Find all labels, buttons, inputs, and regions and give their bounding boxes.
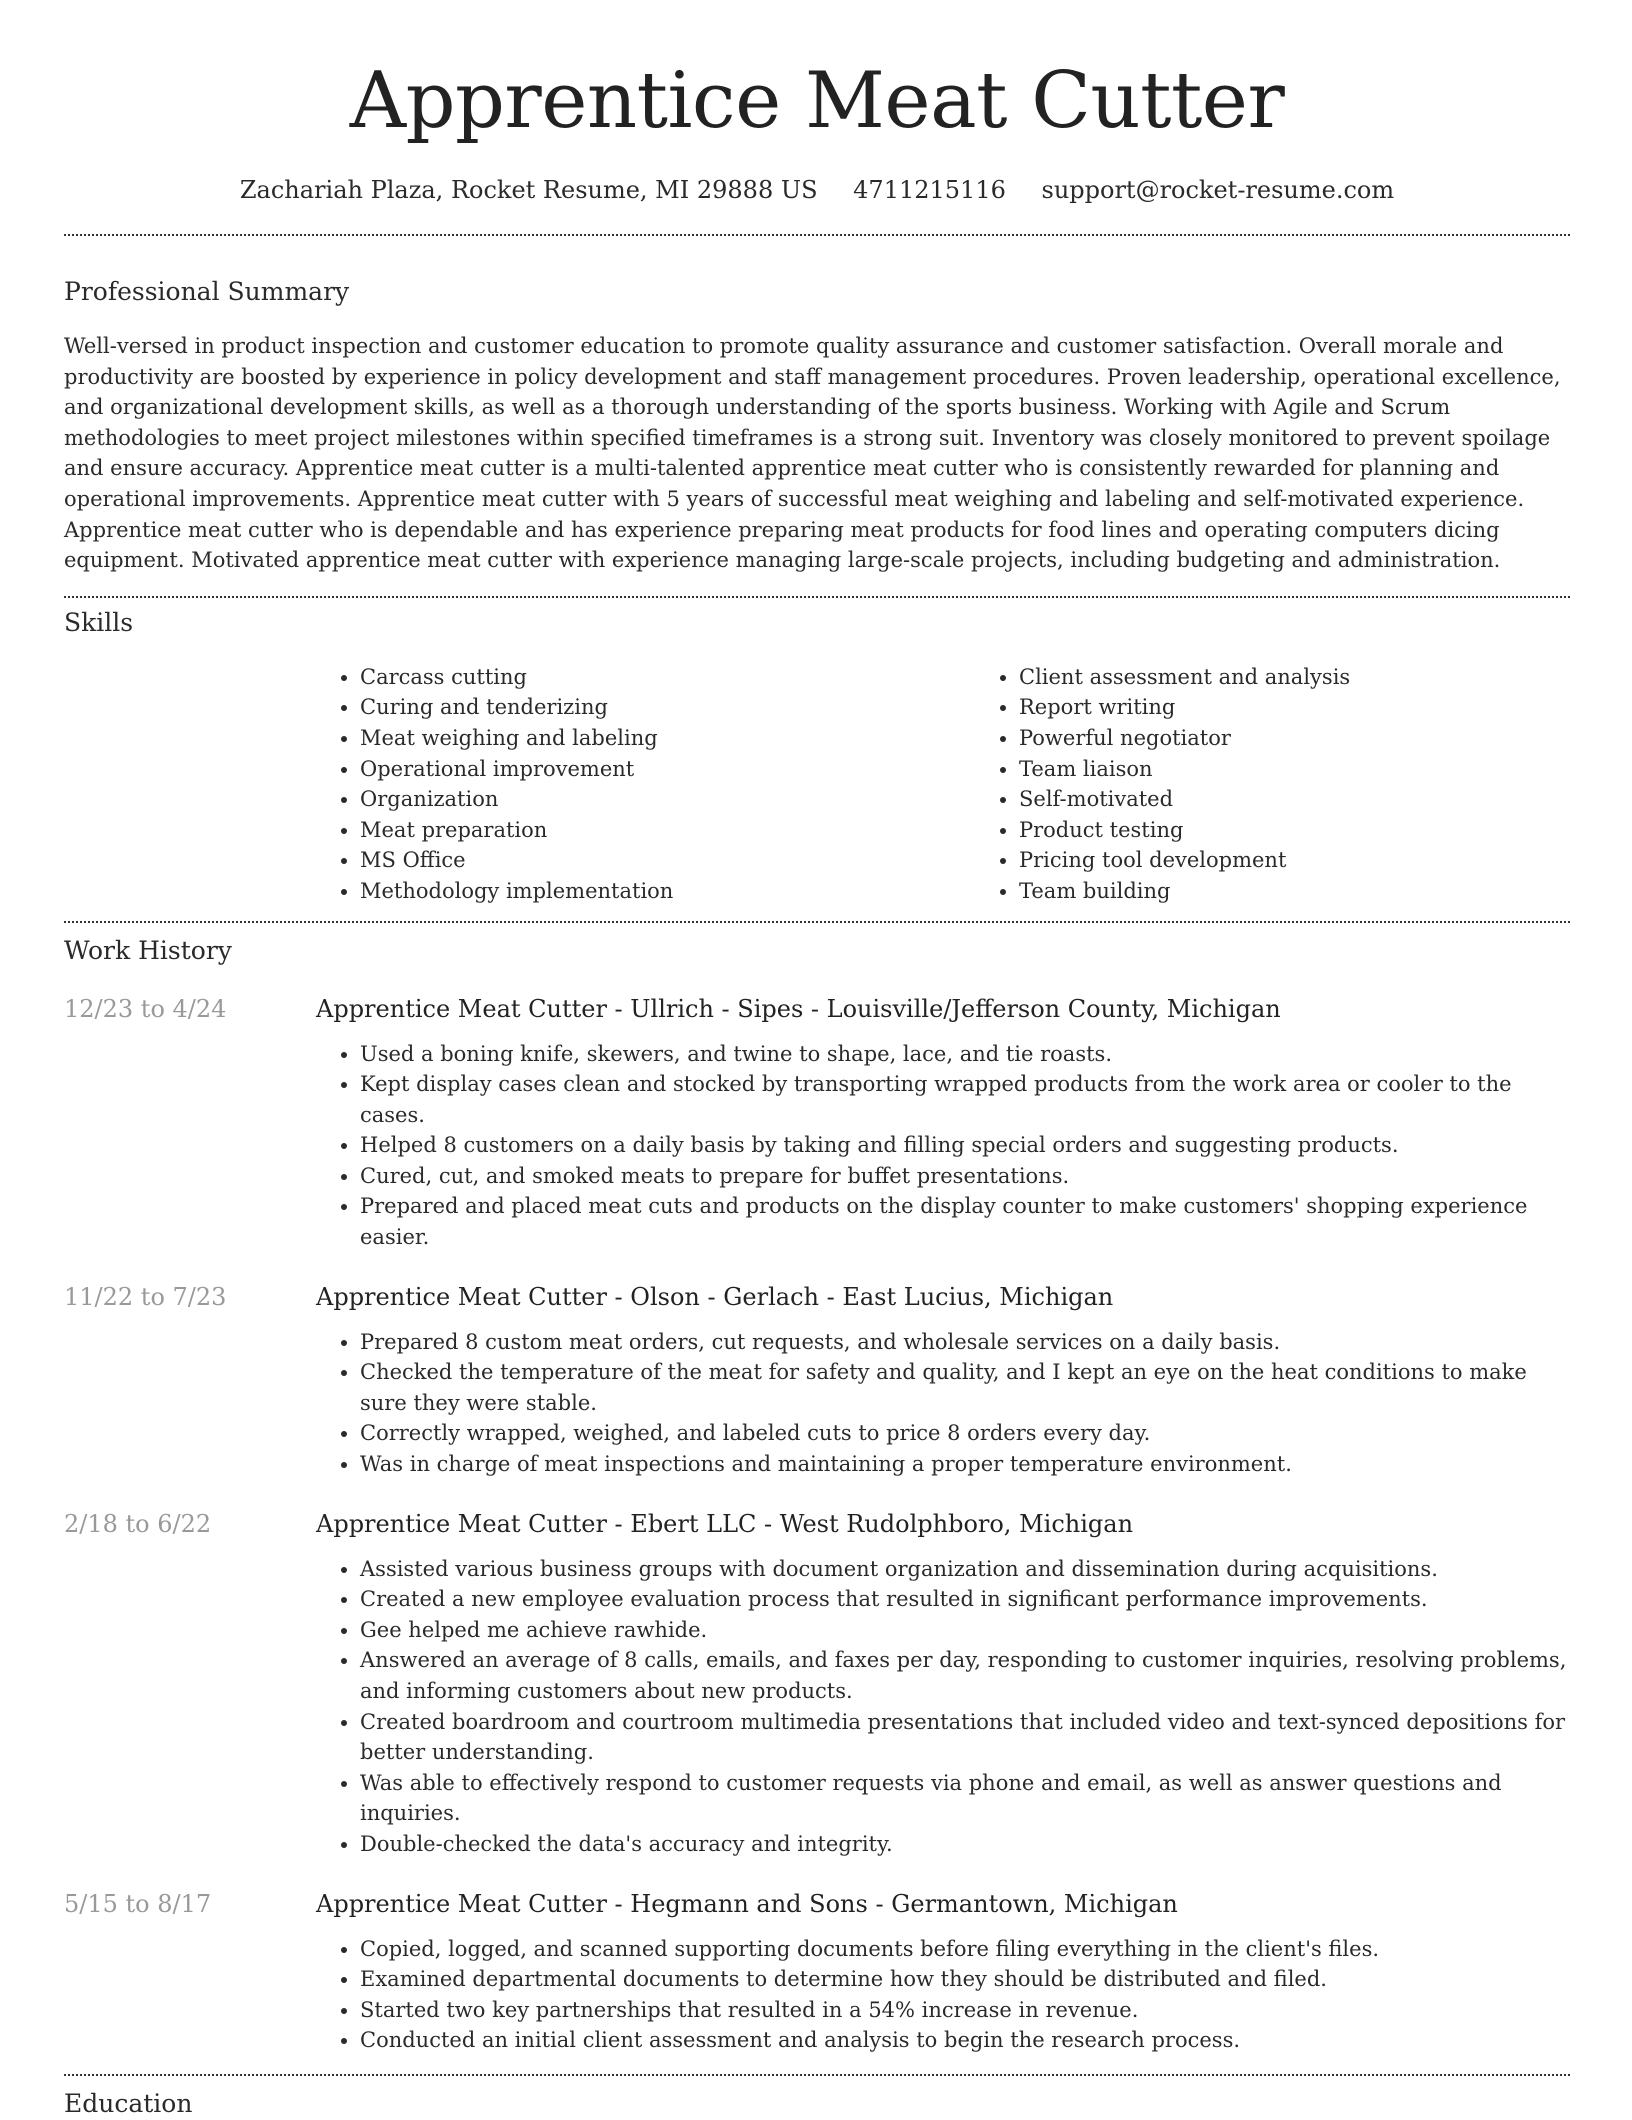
- job-bullet: • Checked the temperature of the meat for safety and quality, and I kept an eye on the heat conditions to make sure they were stable.: [360, 1357, 1570, 1418]
- resume-title: Apprentice Meat Cutter: [349, 56, 1285, 146]
- skill-item: • Team building: [1019, 876, 1632, 907]
- job-bullet: • Examined departmental documents to determine how they should be distributed and filed.: [360, 1964, 1570, 1995]
- job-bullet: • Conducted an initial client assessment and analysis to begin the research process.: [360, 2025, 1570, 2056]
- job-bullets: [316, 1039, 1570, 1253]
- job-title: Apprentice Meat Cutter - Ullrich - Sipes - Louisville/Jefferson County, Michigan: [316, 994, 1281, 1023]
- work-history-heading: Work History: [64, 935, 232, 965]
- job-bullet: • Helped 8 customers on a daily basis by taking and filling special orders and suggesting products.: [360, 1130, 1570, 1161]
- job-bullets: [316, 1327, 1570, 1480]
- job-entry: [64, 993, 1570, 1253]
- job-bullet: • Was in charge of meat inspections and maintaining a proper temperature environment.: [360, 1449, 1570, 1480]
- job-bullet: • Created a new employee evaluation process that resulted in significant performance improvements.: [360, 1584, 1570, 1615]
- resume-page: [64, 0, 1570, 2120]
- skill-item: • Carcass cutting: [360, 662, 975, 693]
- skill-item: • Methodology implementation: [360, 876, 975, 907]
- skill-item: • Curing and tenderizing: [360, 692, 975, 723]
- summary-text: Well-versed in product inspection and customer education to promote quality assurance and customer satisfaction. Overall morale and productivity are boosted by experience in policy development and staff management procedures. Proven leadership, operational excellence, and organizational development skills, as well as a thorough understanding of the sports business. Working with Agile and Scrum methodologies to meet project milestones within specified timeframes is a strong suit. Inventory was closely monitored to prevent spoilage and ensure accuracy. Apprentice meat cutter is a multi-talented apprentice meat cutter who is consistently rewarded for planning and operational improvements. Apprentice meat cutter with 5 years of successful meat weighing and labeling and self-motivated experience. Apprentice meat cutter who is dependable and has experience preparing meat products for food lines and operating computers dicing equipment. Motivated apprentice meat cutter with experience managing large-scale projects, including budgeting and administration.: [64, 334, 1561, 573]
- job-bullets: [316, 1554, 1570, 1860]
- job-title: Apprentice Meat Cutter - Olson - Gerlach - East Lucius, Michigan: [316, 1282, 1114, 1311]
- job-bullet: • Assisted various business groups with document organization and dissemination during acquisitions.: [360, 1554, 1570, 1585]
- job-title: Apprentice Meat Cutter - Hegmann and Sons - Germantown, Michigan: [316, 1889, 1178, 1918]
- job-dates: 12/23 to 4/24: [64, 994, 227, 1023]
- skill-item: • Meat preparation: [360, 815, 975, 846]
- skill-item: • Self-motivated: [1019, 784, 1632, 815]
- job-bullet: • Cured, cut, and smoked meats to prepare for buffet presentations.: [360, 1161, 1570, 1192]
- skills-list-left: [316, 662, 975, 907]
- job-bullet: • Was able to effectively respond to customer requests via phone and email, as well as answer questions and inquiries.: [360, 1768, 1570, 1829]
- skill-item: • MS Office: [360, 845, 975, 876]
- section-divider: [64, 921, 1570, 923]
- skills-list-right: [975, 662, 1632, 907]
- section-divider: [64, 234, 1570, 236]
- contact-phone: 4711215116: [853, 176, 1006, 204]
- skill-item: • Client assessment and analysis: [1019, 662, 1632, 693]
- job-entry: [64, 1888, 1570, 2056]
- skill-item: • Report writing: [1019, 692, 1632, 723]
- job-dates: 2/18 to 6/22: [64, 1509, 212, 1538]
- job-bullets: [316, 1934, 1570, 2056]
- job-bullet: • Started two key partnerships that resulted in a 54% increase in revenue.: [360, 1995, 1570, 2026]
- skills-heading: Skills: [64, 607, 134, 637]
- section-divider: [64, 596, 1570, 598]
- contact-email: support@rocket-resume.com: [1041, 176, 1395, 204]
- skills-columns: [316, 662, 1570, 907]
- job-bullet: • Double-checked the data's accuracy and integrity.: [360, 1829, 1570, 1860]
- job-bullet: • Prepared 8 custom meat orders, cut requests, and wholesale services on a daily basis.: [360, 1327, 1570, 1358]
- contact-line: [64, 174, 1570, 206]
- job-bullet: • Copied, logged, and scanned supporting documents before filing everything in the client's files.: [360, 1934, 1570, 1965]
- skill-item: • Powerful negotiator: [1019, 723, 1632, 754]
- job-bullet: • Kept display cases clean and stocked by transporting wrapped products from the work area or cooler to the cases.: [360, 1069, 1570, 1130]
- skill-item: • Operational improvement: [360, 754, 975, 785]
- job-entry: [64, 1281, 1570, 1480]
- skill-item: • Product testing: [1019, 815, 1632, 846]
- skill-item: • Team liaison: [1019, 754, 1632, 785]
- section-divider: [64, 2074, 1570, 2076]
- job-bullet: • Prepared and placed meat cuts and products on the display counter to make customers' shopping experience easier.: [360, 1191, 1570, 1252]
- job-bullet: • Correctly wrapped, weighed, and labeled cuts to price 8 orders every day.: [360, 1418, 1570, 1449]
- job-bullet: • Used a boning knife, skewers, and twine to shape, lace, and tie roasts.: [360, 1039, 1570, 1070]
- job-dates: 11/22 to 7/23: [64, 1282, 227, 1311]
- job-title: Apprentice Meat Cutter - Ebert LLC - West Rudolphboro, Michigan: [316, 1509, 1134, 1538]
- skill-item: • Pricing tool development: [1019, 845, 1632, 876]
- job-dates: 5/15 to 8/17: [64, 1889, 212, 1918]
- education-heading: Education: [64, 2088, 193, 2118]
- summary-heading: Professional Summary: [64, 277, 350, 306]
- contact-address: Zachariah Plaza, Rocket Resume, MI 29888 US: [239, 176, 818, 204]
- job-bullet: • Gee helped me achieve rawhide.: [360, 1615, 1570, 1646]
- job-entry: [64, 1508, 1570, 1860]
- skill-item: • Meat weighing and labeling: [360, 723, 975, 754]
- skill-item: • Organization: [360, 784, 975, 815]
- job-bullet: • Created boardroom and courtroom multimedia presentations that included video and text-synced depositions for better understanding.: [360, 1707, 1570, 1768]
- job-bullet: • Answered an average of 8 calls, emails, and faxes per day, responding to customer inquiries, resolving problems, and informing customers about new products.: [360, 1645, 1570, 1706]
